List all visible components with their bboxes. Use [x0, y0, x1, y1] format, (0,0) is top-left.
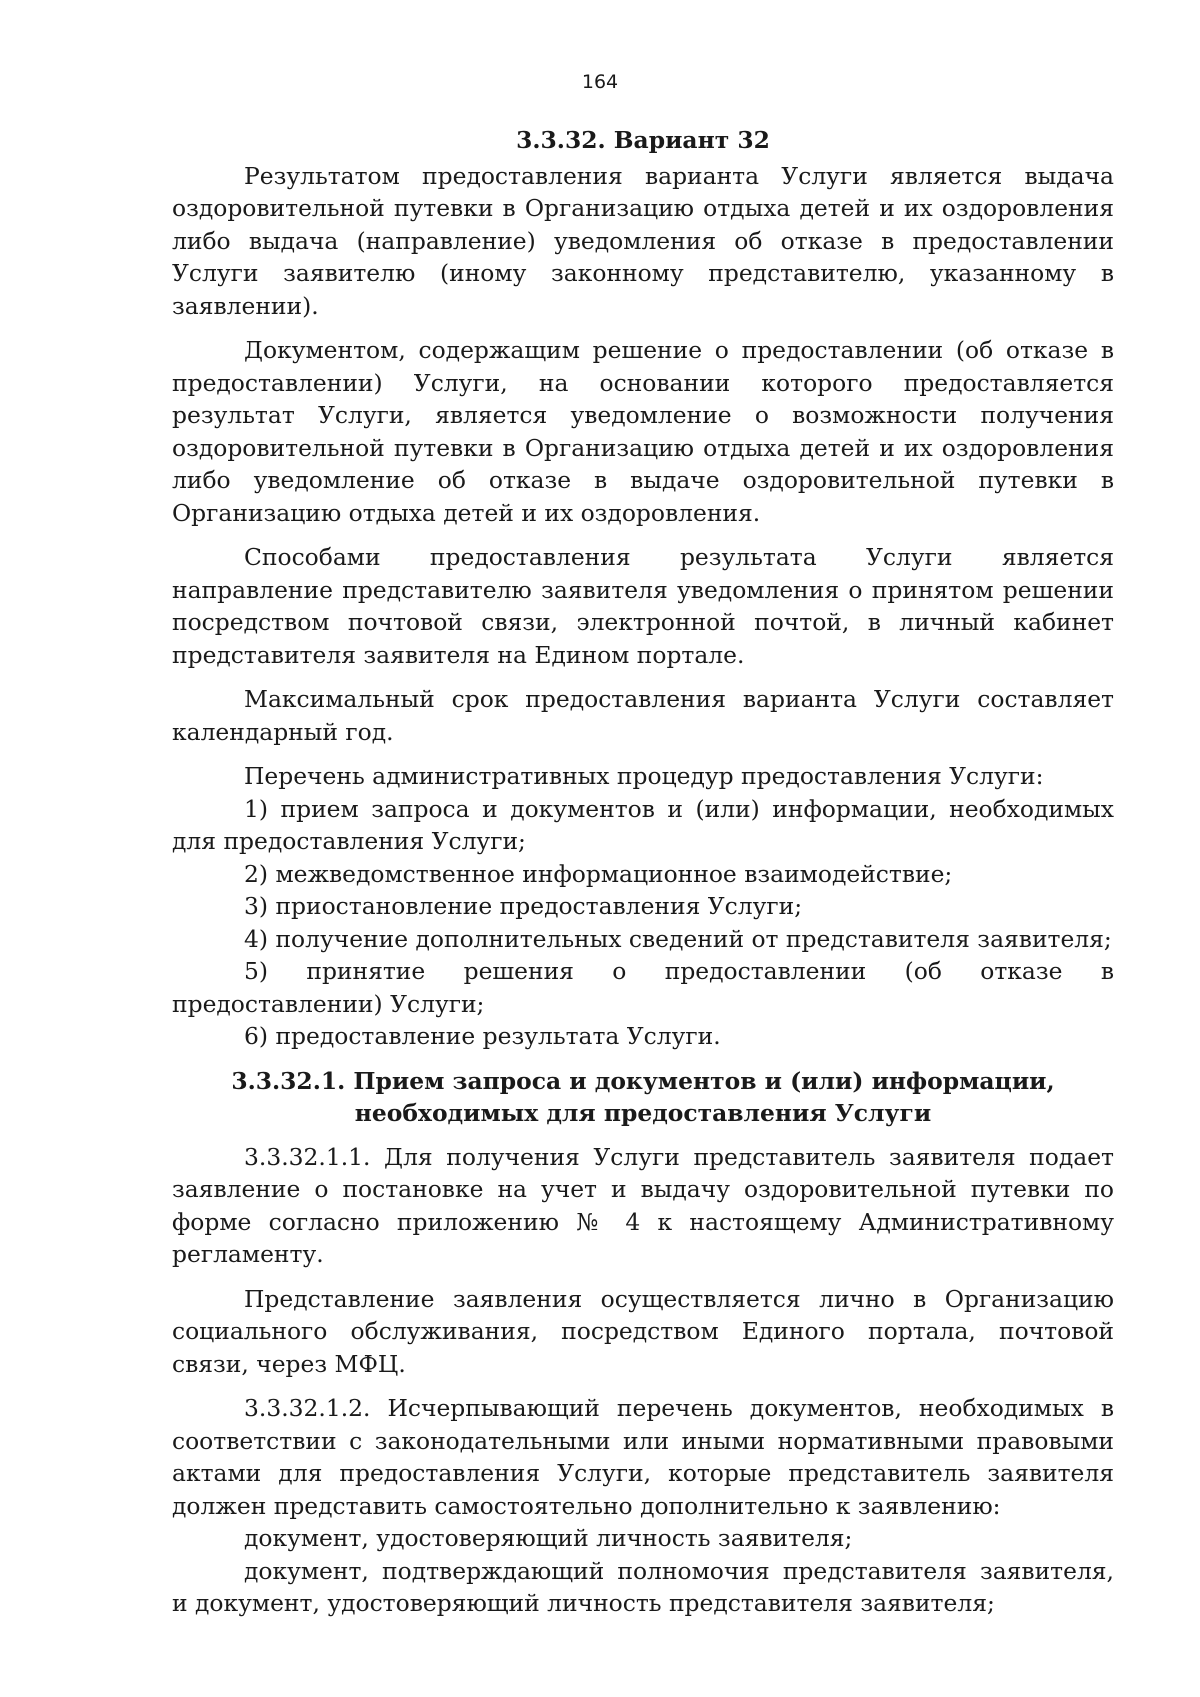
- paragraph-submission: Представление заявления осуществляется лично в Организацию социального обслуживания, посредством Единого портала, почтовой связи, через МФЦ.: [172, 1284, 1114, 1378]
- procedure-item-5: 5) принятие решения о предоставлении (об отказе в предоставлении) Услуги;: [172, 957, 1114, 1018]
- paragraph-delivery-methods: Способами предоставления результата Услуги является направление представителю заявителя уведомления о принятом решении посредством почтовой связи, электронной почтой, в личный кабинет представителя заявителя на Едином портале.: [172, 543, 1114, 669]
- paragraph-application: 3.3.32.1.1. Для получения Услуги представитель заявителя подает заявление о постановке на учет и выдачу оздоровительной путевки по форме согласно приложению № 4 к настоящему Административному регламенту.: [172, 1142, 1114, 1268]
- paragraph-documents-list: 3.3.32.1.2. Исчерпывающий перечень документов, необходимых в соответствии с законодательными или иными нормативными правовыми актами для предоставления Услуги, которые представитель заявителя должен представить самостоятельно дополнительно к заявлению:: [172, 1394, 1114, 1520]
- document-item-2: документ, подтверждающий полномочия представителя заявителя, и документ, удостоверяющий личность представителя заявителя;: [172, 1556, 1114, 1617]
- page-number: 164: [581, 71, 619, 93]
- document-item-1: документ, удостоверяющий личность заявителя;: [244, 1524, 853, 1552]
- paragraph-decision-document: Документом, содержащим решение о предоставлении (об отказе в предоставлении) Услуги, на основании которого предоставляется результат Услуги, является уведомление о возможности получения оздоровительной путевки в Организацию отдыха детей и их оздоровления либо уведомление об отказе в выдаче оздоровительной путевки в Организацию отдыха детей и их оздоровления.: [172, 336, 1114, 527]
- paragraph-max-term: Максимальный срок предоставления варианта Услуги составляет календарный год.: [172, 685, 1114, 746]
- procedure-item-4: 4) получение дополнительных сведений от представителя заявителя;: [244, 924, 1112, 953]
- procedure-item-2: 2) межведомственное информационное взаимодействие;: [244, 859, 953, 888]
- section-heading: 3.3.32. Вариант 32: [516, 126, 770, 154]
- procedures-intro: Перечень административных процедур предоставления Услуги:: [244, 762, 1044, 790]
- procedure-item-1: 1) прием запроса и документов и (или) информации, необходимых для предоставления Услуги;: [172, 794, 1114, 855]
- paragraph-result: Результатом предоставления варианта Услуги является выдача оздоровительной путевки в Организацию отдыха детей и их оздоровления либо выдача (направление) уведомления об отказе в предоставлении Услуги заявителю (иному законному представителю, указанному в заявлении).: [172, 161, 1114, 320]
- page-content: [172, 124, 1114, 1620]
- procedure-item-6: 6) предоставление результата Услуги.: [244, 1022, 721, 1050]
- procedure-item-3: 3) приостановление предоставления Услуги;: [244, 892, 803, 920]
- subsection-heading: 3.3.32.1. Прием запроса и документов и (или) информации, необходимых для предоставления Услуги: [231, 1066, 1055, 1127]
